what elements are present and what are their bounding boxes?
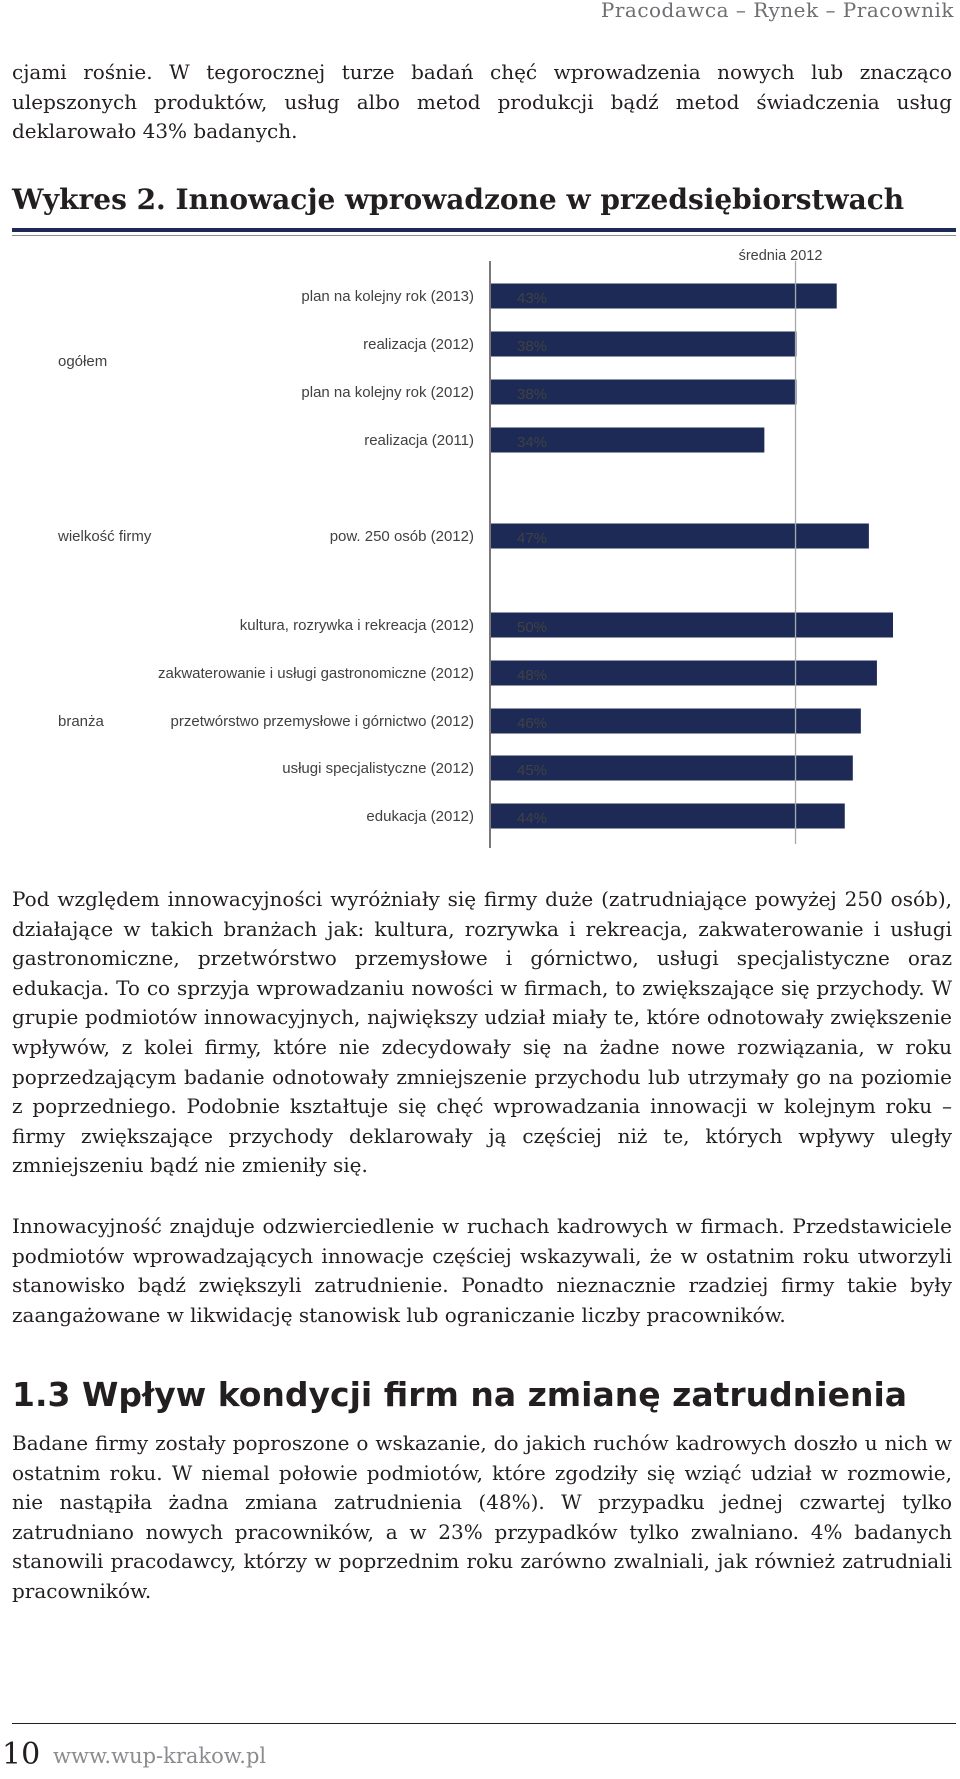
data-label: 44%	[517, 810, 548, 827]
paragraph-staffing: Innowacyjność znajduje odzwierciedlenie w ruchach kadrowych w firmach. Przedstawiciele podmiotów wprowadzających innowacje częściej wskazywali, że w ostatnim roku utworzyli stanowisko bądź zwiększyli zatrudnienie. Ponadto nieznacznie rzadziej firmy takie były zaangażowane w likwidację stanowisk lub ograniczanie liczby pracowników.	[12, 1214, 952, 1327]
chart-bar	[491, 613, 893, 638]
paragraph-innovation-analysis: Pod względem innowacyjności wyróżniały się firmy duże (zatrudniające powyżej 250 osób), działające w takich branżach jak: kultura, rozrywka i rekreacja, zakwaterowanie i usługi gastronomiczne, przetwórstwo przemysłowe i górnictwo, usługi specjalistyczne oraz edukacja. To co sprzyja wprowadzaniu nowości w firmach, to zwiększające się przychody. W grupie podmiotów innowacyjnych, największy udział miały te, które odnotowały zwiększenie wpływów, z kolei firmy, które nie zdecydowały się na żadne nowe rozwiązania, w roku poprzedzającym badanie odnotowały zmniejszenie przychodu lub utrzymały go na poziomie z poprzedniego. Podobnie kształtuje się chęć wprowadzania innowacji w kolejnym roku – firmy zwiększające przychody deklarowały ją częściej niż te, których wpływy uległy zmniejszeniu bądź nie zmieniły się.	[12, 887, 952, 1178]
chart-bar	[491, 524, 869, 549]
section-heading: 1.3 Wpływ kondycji firm na zmianę zatrudnienia	[12, 1375, 908, 1414]
group-label: wielkość firmy	[58, 528, 152, 545]
title-rule-thin	[12, 235, 956, 236]
category-label: zakwaterowanie i usługi gastronomiczne (2012)	[158, 665, 474, 682]
data-label: 50%	[517, 619, 548, 636]
data-label: 38%	[517, 338, 548, 355]
footer-rule	[12, 1723, 956, 1724]
data-label: 47%	[517, 530, 548, 547]
category-label: edukacja (2012)	[366, 808, 474, 825]
innovation-bar-chart	[0, 240, 960, 855]
category-label: realizacja (2012)	[363, 336, 474, 353]
page-number: 10	[2, 1737, 41, 1772]
data-label: 46%	[517, 715, 548, 732]
category-label: plan na kolejny rok (2013)	[301, 288, 474, 305]
paragraph-intro: cjami rośnie. W tegorocznej turze badań chęć wprowadzenia nowych lub znacząco ulepszonych produktów, usług albo metod produkcji bądź metod świadczenia usług deklarowało 43% badanych.	[12, 60, 952, 144]
footer-url: www.wup-krakow.pl	[53, 1744, 267, 1768]
category-label: usługi specjalistyczne (2012)	[282, 760, 474, 777]
average-label: średnia 2012	[738, 248, 823, 264]
category-label: przetwórstwo przemysłowe i górnictwo (2012)	[170, 713, 474, 730]
data-label: 48%	[517, 667, 548, 684]
data-label: 38%	[517, 386, 548, 403]
chart-title: Wykres 2. Innowacje wprowadzone w przedsiębiorstwach	[12, 183, 905, 216]
title-rule	[12, 228, 956, 232]
category-label: kultura, rozrywka i rekreacja (2012)	[239, 617, 474, 634]
category-label: plan na kolejny rok (2012)	[301, 384, 474, 401]
running-header: Pracodawca – Rynek – Pracownik	[600, 0, 954, 22]
chart-bar	[491, 661, 877, 686]
group-label: ogółem	[58, 353, 108, 370]
category-label: pow. 250 osób (2012)	[329, 528, 474, 545]
data-label: 45%	[517, 762, 548, 779]
data-label: 43%	[517, 290, 548, 307]
paragraph-employment-changes: Badane firmy zostały poproszone o wskazanie, do jakich ruchów kadrowych doszło u nich w ostatnim roku. W niemal połowie podmiotów, które zgodziły się wziąć udział w rozmowie, nie nastąpiła żadna zmiana zatrudnienia (48%). W przypadku jednej czwartej tylko zatrudniano nowych pracowników, a w 23% przypadków tylko zwalniano. 4% badanych stanowili pracodawcy, którzy w poprzednim roku zarówno zwalniali, jak również zatrudniali pracowników.	[12, 1431, 952, 1603]
category-label: realizacja (2011)	[364, 432, 474, 449]
group-label: branża	[58, 713, 104, 730]
data-label: 34%	[517, 434, 548, 451]
